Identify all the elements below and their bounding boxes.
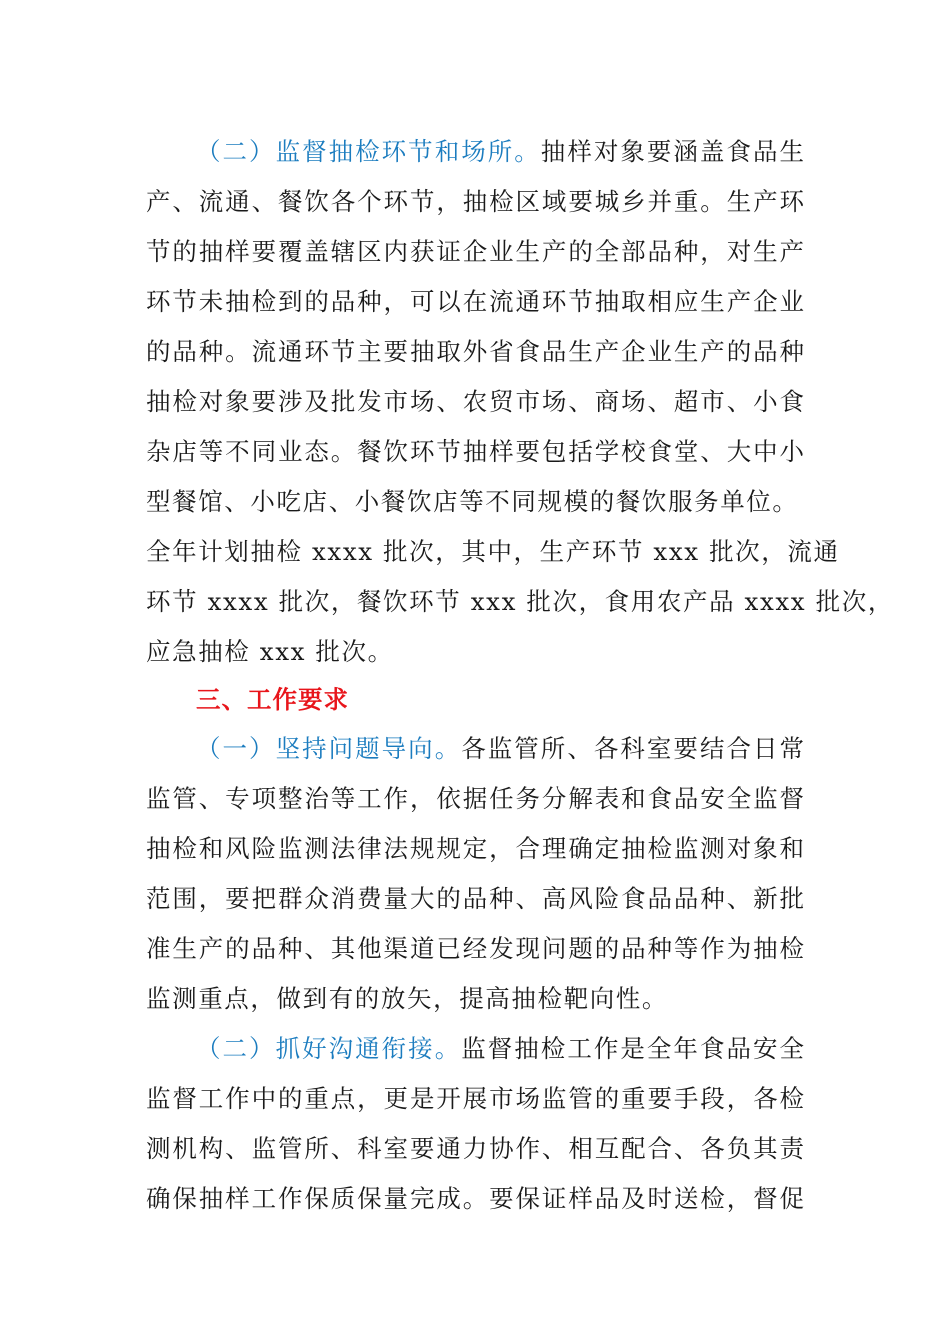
- paragraph-line: 应急抽检 xxx 批次。: [146, 637, 394, 666]
- paragraph-line: 监测重点，做到有的放矢，提高抽检靶向性。: [146, 984, 668, 1013]
- paragraph-line: 抽检对象要涉及批发市场、农贸市场、商场、超市、小食: [146, 387, 804, 416]
- paragraph-line: [196, 724, 804, 774]
- paragraph-line: 杂店等不同业态。餐饮环节抽样要包括学校食堂、大中小: [146, 437, 804, 466]
- paragraph-line: 型餐馆、小吃店、小餐饮店等不同规模的餐饮服务单位。: [146, 487, 799, 516]
- paragraph-line: [196, 1024, 804, 1074]
- paragraph-line: 范围，要把群众消费量大的品种、高风险食品品种、新批: [146, 884, 804, 913]
- paragraph-line: 监管、专项整治等工作，依据任务分解表和食品安全监督: [146, 784, 804, 813]
- subheading: （二）抓好沟通衔接。: [196, 1034, 462, 1063]
- paragraph-line: 确保抽样工作保质保量完成。要保证样品及时送检，督促: [146, 1184, 804, 1213]
- paragraph-line: 抽检和风险监测法律法规规定，合理确定抽检监测对象和: [146, 834, 804, 863]
- paragraph-text: 抽样对象要涵盖食品生: [540, 137, 805, 166]
- paragraph-text: 监督抽检工作是全年食品安全: [461, 1034, 805, 1063]
- paragraph-line: 节的抽样要覆盖辖区内获证企业生产的全部品种，对生产: [146, 237, 804, 266]
- subheading: （二）监督抽检环节和场所。: [196, 137, 541, 166]
- paragraph-line: 测机构、监管所、科室要通力协作、相互配合、各负其责: [146, 1134, 804, 1163]
- paragraph-line: 环节 xxxx 批次，餐饮环节 xxx 批次，食用农产品 xxxx 批次，: [146, 587, 894, 616]
- paragraph-line: 的品种。流通环节主要抽取外省食品生产企业生产的品种: [146, 337, 804, 366]
- paragraph-text: 各监管所、各科室要结合日常: [461, 734, 805, 763]
- paragraph-line: 产、流通、餐饮各个环节，抽检区域要城乡并重。生产环: [146, 187, 804, 216]
- paragraph-line: 监督工作中的重点，更是开展市场监管的重要手段，各检: [146, 1084, 804, 1113]
- paragraph-line: [196, 127, 804, 177]
- subheading: （一）坚持问题导向。: [196, 734, 462, 763]
- section-heading: 三、工作要求: [196, 685, 349, 714]
- paragraph-line: 准生产的品种、其他渠道已经发现问题的品种等作为抽检: [146, 934, 804, 963]
- paragraph-line: 全年计划抽检 xxxx 批次，其中，生产环节 xxx 批次，流通: [146, 537, 840, 566]
- paragraph-line: 环节未抽检到的品种，可以在流通环节抽取相应生产企业: [146, 287, 804, 316]
